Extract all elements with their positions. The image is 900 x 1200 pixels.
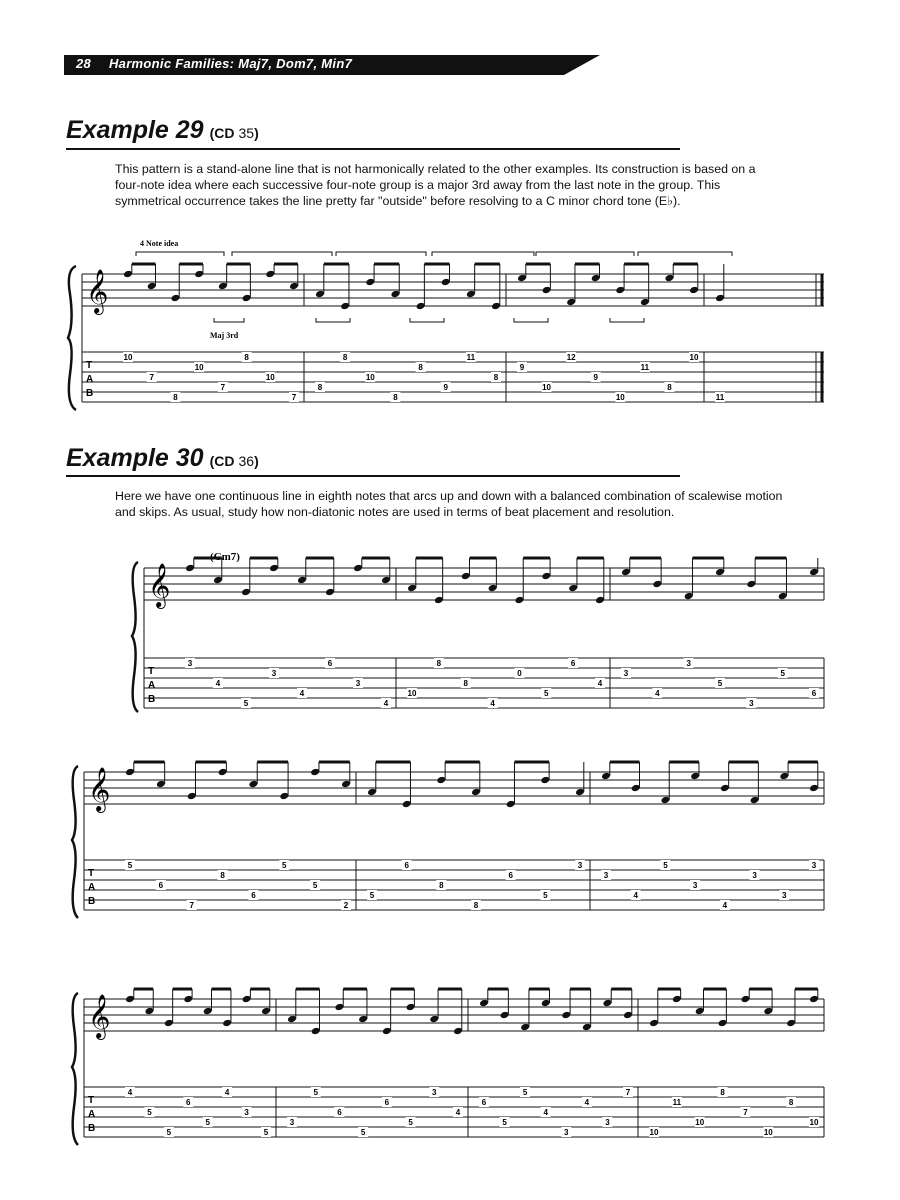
tab-number: 7	[189, 901, 194, 910]
tab-number: 4	[383, 699, 389, 708]
tab-number: 5	[147, 1108, 152, 1117]
tab-number: 6	[508, 871, 513, 880]
tab-number: 9	[593, 373, 598, 382]
tab-number: 0	[517, 669, 522, 678]
tab-number: 5	[717, 679, 723, 688]
tab-number: 4	[299, 689, 305, 698]
tab-number: 8	[493, 373, 499, 382]
tab-number: 4	[722, 901, 728, 910]
tab-number: 7	[220, 383, 226, 392]
example29-staff	[82, 274, 824, 402]
tab-number: 7	[149, 373, 154, 382]
tab-number: 8	[317, 383, 323, 392]
example30-title: Example 30	[66, 444, 204, 472]
tab-number: 3	[605, 1118, 610, 1127]
tab-number: 7	[743, 1108, 748, 1117]
tab-number: 5	[313, 1088, 318, 1097]
tab-number: 5	[544, 689, 549, 698]
svg-text:B: B	[86, 388, 94, 399]
tab-number: 6	[158, 881, 164, 890]
page-header	[64, 55, 600, 75]
tab-number: 4	[490, 699, 495, 708]
tab-number: 10	[407, 689, 417, 698]
tab-number: 3	[244, 1108, 249, 1117]
tab-number: 5	[543, 891, 548, 900]
tab-number: 6	[186, 1098, 191, 1107]
tab-clef-icon: T	[88, 1095, 95, 1106]
tab-number: 3	[752, 871, 757, 880]
tab-number: 8	[342, 353, 348, 362]
tab-number: 8	[393, 393, 398, 402]
tab-number: 5	[360, 1128, 366, 1137]
tab-number: 4	[224, 1088, 230, 1097]
tab-number: 5	[243, 699, 249, 708]
example29-cd-number: 35	[238, 125, 255, 141]
example30-system2	[66, 760, 826, 925]
tab-number: 8	[173, 393, 178, 402]
tab-number: 5	[127, 861, 133, 870]
tab-number: 8	[220, 871, 225, 880]
tab-number: 10	[265, 373, 275, 382]
treble-clef-icon: 𝄞	[86, 269, 109, 313]
tab-number: 10	[695, 1118, 705, 1127]
tab-number: 11	[640, 363, 650, 372]
example29-notation	[64, 234, 834, 424]
tab-number: 3	[577, 861, 583, 870]
example30-cd: (CD 36)	[209, 453, 259, 469]
svg-text:A: A	[86, 374, 94, 385]
tab-number: 5	[408, 1118, 413, 1127]
tab-number: 3	[289, 1118, 295, 1127]
example30-system1-tab-numbers	[185, 658, 819, 708]
example30-cd-number: 36	[238, 453, 255, 469]
tab-number: 6	[404, 861, 409, 870]
tab-number: 5	[282, 861, 287, 870]
example30-system3	[66, 975, 826, 1155]
tab-number: 7	[291, 393, 297, 402]
tab-number: 8	[667, 383, 672, 392]
tab-number: 10	[649, 1128, 659, 1137]
treble-clef-icon: 𝄞	[148, 563, 171, 607]
tab-number: 5	[780, 669, 785, 678]
svg-text:B: B	[88, 896, 96, 907]
system-brace	[72, 766, 78, 918]
tab-number: 6	[327, 659, 333, 668]
example30-system1	[126, 546, 826, 716]
tab-number: 3	[432, 1088, 437, 1097]
tab-number: 10	[763, 1128, 773, 1137]
tab-number: 4	[127, 1088, 133, 1097]
tab-number: 8	[418, 363, 423, 372]
tab-number: 3	[623, 669, 629, 678]
svg-text:A: A	[88, 1109, 96, 1120]
tab-number: 3	[749, 699, 754, 708]
tab-number: 6	[570, 659, 576, 668]
tab-number: 10	[365, 373, 375, 382]
tab-number: 8	[439, 881, 444, 890]
example29-title-block	[66, 116, 259, 145]
tab-number: 3	[355, 679, 361, 688]
tab-number: 8	[720, 1088, 725, 1097]
tab-clef-icon: T	[86, 360, 93, 371]
tab-number: 3	[564, 1128, 569, 1137]
tab-number: 3	[603, 871, 609, 880]
example29-paragraph: This pattern is a stand-alone line that is not harmonically related to the other examples. Its construction is based on a four-note idea where each successive four-note group is a major 3rd away from the last note in the group. This symmetrical occurrence takes the line pretty far "outside" before resolving to a C minor chord tone (E♭).	[115, 162, 756, 208]
tab-number: 3	[692, 881, 698, 890]
example29-rule	[66, 148, 680, 150]
treble-clef-icon: 𝄞	[88, 767, 111, 811]
svg-text:A: A	[88, 882, 96, 893]
tab-number: 11	[672, 1098, 682, 1107]
tab-number: 6	[251, 891, 256, 900]
tab-number: 4	[543, 1108, 548, 1117]
svg-text:B: B	[148, 694, 156, 705]
header-title: Harmonic Families: Maj7, Dom7, Min7	[108, 56, 353, 71]
tab-number: 9	[519, 363, 525, 372]
maj-3rd-label: Maj 3rd	[210, 331, 239, 340]
example30-title-block	[66, 444, 259, 473]
example29-cd-label: CD	[214, 125, 235, 141]
example30-system3-tab-numbers	[125, 1087, 819, 1137]
example30-paragraph: Here we have one continuous line in eighth notes that arcs up and down with a balanced combination of scalewise motion and skips. As usual, study how non-diatonic notes are used in terms of beat placement and resolution.	[115, 489, 783, 519]
tab-number: 4	[455, 1108, 461, 1117]
tab-number: 12	[566, 353, 576, 362]
example29-cd: (CD 35)	[209, 125, 259, 141]
tab-number: 6	[337, 1108, 342, 1117]
example29-notes	[123, 264, 725, 310]
example29-tab-numbers	[123, 352, 725, 402]
example30-rule	[66, 475, 680, 477]
tab-number: 4	[633, 891, 638, 900]
tab-number: 10	[615, 393, 625, 402]
chord-symbol: (Cm7)	[210, 551, 240, 563]
tab-number: 2	[343, 901, 349, 910]
tab-number: 3	[187, 659, 193, 668]
tab-number: 5	[369, 891, 375, 900]
tab-number: 5	[522, 1088, 528, 1097]
tab-number: 8	[244, 353, 249, 362]
tab-number: 6	[481, 1098, 487, 1107]
example30-system2-notes	[125, 762, 819, 808]
system-brace	[132, 562, 138, 712]
tab-number: 10	[123, 353, 133, 362]
tab-number: 5	[166, 1128, 172, 1137]
tab-number: 10	[194, 363, 204, 372]
example30-system2-tab-numbers	[125, 860, 819, 910]
tab-number: 8	[473, 901, 479, 910]
tab-number: 3	[782, 891, 787, 900]
example30-system3-notes	[125, 989, 819, 1035]
example29-title: Example 29	[66, 116, 204, 144]
tab-clef-icon: T	[88, 868, 95, 879]
tab-number: 4	[655, 689, 660, 698]
page-number: 28	[76, 56, 92, 71]
tab-number: 10	[809, 1118, 819, 1127]
tab-number: 5	[663, 861, 668, 870]
example30-system1-notes	[185, 558, 819, 604]
tab-number: 6	[384, 1098, 390, 1107]
treble-clef-icon: 𝄞	[88, 994, 111, 1038]
tab-number: 5	[205, 1118, 210, 1127]
tab-number: 4	[215, 679, 221, 688]
system-brace	[68, 266, 76, 410]
tab-number: 5	[502, 1118, 507, 1127]
tab-number: 3	[811, 861, 817, 870]
tab-number: 6	[811, 689, 817, 698]
tab-number: 4	[584, 1098, 590, 1107]
tab-number: 11	[466, 353, 476, 362]
tab-number: 5	[263, 1128, 269, 1137]
tab-number: 8	[788, 1098, 794, 1107]
tab-number: 11	[715, 393, 725, 402]
tab-number: 10	[542, 383, 552, 392]
tab-number: 7	[625, 1088, 631, 1097]
svg-text:B: B	[88, 1123, 96, 1134]
tab-clef-icon: T	[148, 666, 155, 677]
tab-number: 3	[686, 659, 691, 668]
tab-number: 10	[689, 353, 699, 362]
svg-text:A: A	[148, 680, 156, 691]
tab-number: 3	[271, 669, 277, 678]
tab-number: 8	[436, 659, 442, 668]
tab-number: 4	[597, 679, 603, 688]
tab-number: 9	[443, 383, 448, 392]
tab-number: 5	[312, 881, 318, 890]
four-note-idea-label: 4 Note idea	[140, 239, 179, 248]
tab-number: 8	[463, 679, 468, 688]
system-brace	[72, 993, 78, 1145]
example30-cd-label: CD	[214, 453, 235, 469]
